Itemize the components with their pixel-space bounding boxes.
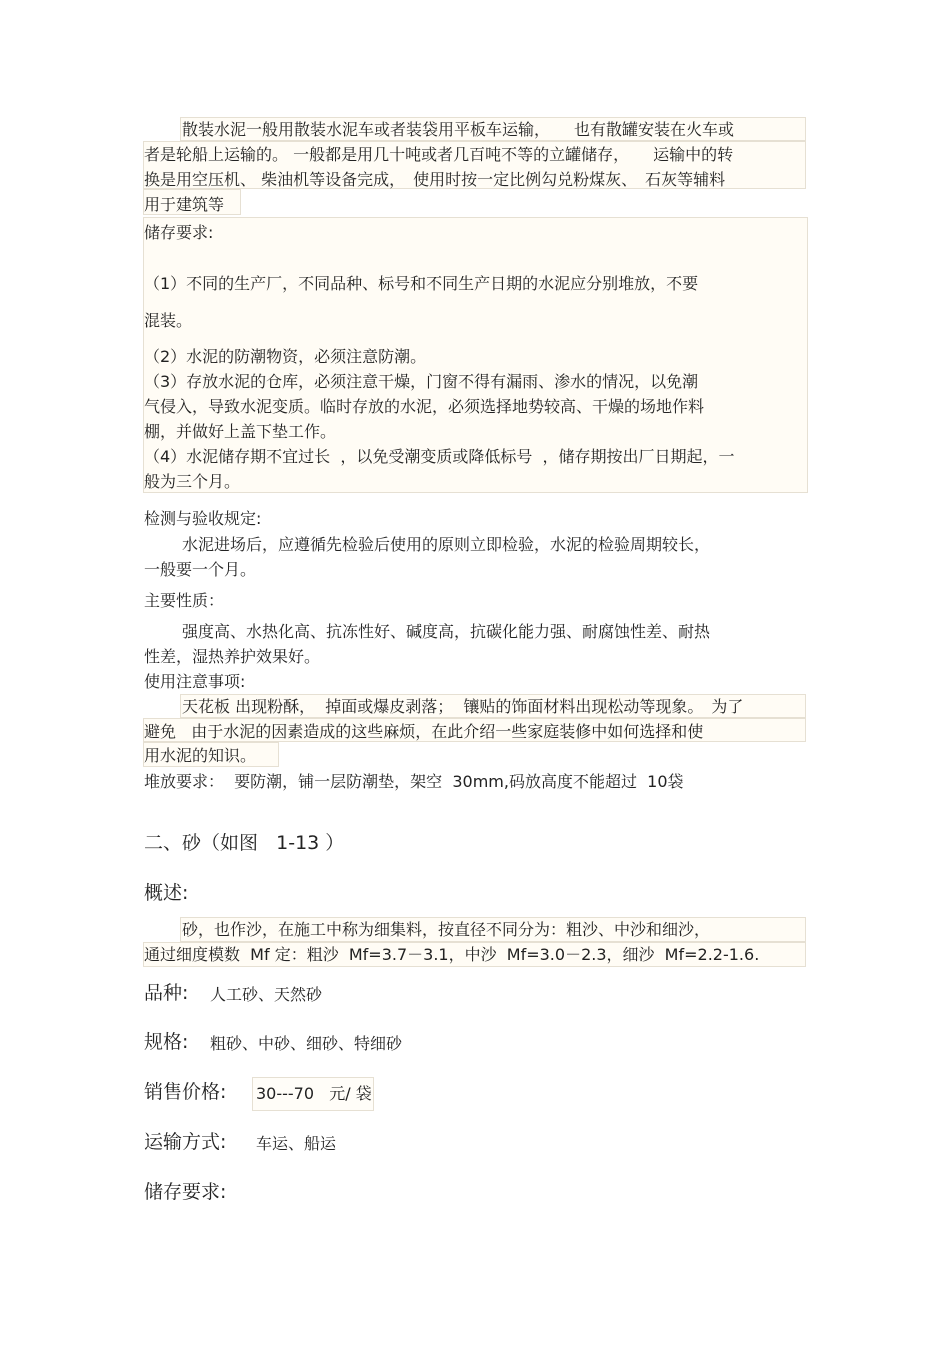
inspection-line-1: 水泥进场后，应遵循先检验后使用的原则立即检验，水泥的检验周期较长， xyxy=(182,535,711,554)
sand-spec-label: 规格: xyxy=(144,1031,189,1053)
inspection-title: 检测与验收规定: xyxy=(144,509,262,528)
properties-line-1: 强度高、水热化高、抗冻性好、碱度高，抗碳化能力强、耐腐蚀性差、耐热 xyxy=(182,622,711,641)
sand-heading: 二、砂（如图 1-13 ） xyxy=(144,832,345,854)
sand-spec-value: 粗砂、中砂、细砂、特细砂 xyxy=(210,1034,403,1053)
properties-title: 主要性质： xyxy=(144,591,225,610)
storage-item-3-cont: 气侵入，导致水泥变质。临时存放的水泥，必须选择地势较高、干燥的场地作料 xyxy=(144,397,705,416)
sand-price-value: 30---70 元/ 袋 xyxy=(256,1084,372,1103)
cement-intro-line-2: 者是轮船上运输的。 一般都是用几十吨或者几百吨不等的立罐储存， 运输中的转 xyxy=(144,145,734,164)
cement-intro-line-4: 用于建筑等 xyxy=(144,195,225,214)
sand-overview-line-2: 通过细度模数 Mf 定：粗沙 Mf=3.7－3.1，中沙 Mf=3.0－2.3，细沙 Mf=2.2-1.6. xyxy=(144,945,760,964)
properties-line-2: 性差，湿热养护效果好。 xyxy=(144,647,321,666)
notes-title: 使用注意事项: xyxy=(144,672,246,691)
storage-item-1: （1）不同的生产厂，不同品种、标号和不同生产日期的水泥应分别堆放，不要 xyxy=(144,274,699,293)
storage-item-3: （3）存放水泥的仓库，必须注意干燥，门窗不得有漏雨、渗水的情况，以免潮 xyxy=(144,372,699,391)
storage-item-4: （4）水泥储存期不宜过长 ，以免受潮变质或降低标号 ，储存期按出厂日期起，一 xyxy=(144,447,735,466)
inspection-line-2: 一般要一个月。 xyxy=(144,560,257,579)
notes-line-3: 用水泥的知识。 xyxy=(144,746,257,765)
sand-transport-label: 运输方式: xyxy=(144,1131,227,1153)
storage-item-2: （2）水泥的防潮物资，必须注意防潮。 xyxy=(144,347,427,366)
stacking-requirement: 堆放要求： 要防潮，铺一层防潮垫，架空 30mm,码放高度不能超过 10袋 xyxy=(144,772,684,791)
notes-line-1: 天花板 出现粉酥， 掉面或爆皮剥落； 镶贴的饰面材料出现松动等现象。 为了 xyxy=(182,697,744,716)
sand-variety-value: 人工砂、天然砂 xyxy=(210,985,323,1004)
sand-storage-title: 储存要求: xyxy=(144,1181,227,1203)
storage-title: 储存要求: xyxy=(144,223,214,242)
notes-line-2: 避免 由于水泥的因素造成的这些麻烦，在此介绍一些家庭装修中如何选择和使 xyxy=(144,722,704,741)
sand-transport-value: 车运、船运 xyxy=(256,1134,337,1153)
storage-item-4-cont: 般为三个月。 xyxy=(144,472,241,491)
sand-overview-title: 概述: xyxy=(144,882,189,904)
sand-price-label: 销售价格: xyxy=(144,1081,227,1103)
sand-overview-line-1: 砂，也作沙，在施工中称为细集料，按直径不同分为：粗沙、中沙和细沙， xyxy=(182,920,711,939)
storage-item-1-cont: 混装。 xyxy=(144,311,193,330)
cement-intro-line-1: 散装水泥一般用散装水泥车或者装袋用平板车运输， 也有散罐安装在火车或 xyxy=(182,120,735,139)
sand-variety-label: 品种: xyxy=(144,982,189,1004)
storage-item-3-cont-2: 棚，并做好上盖下垫工作。 xyxy=(144,422,337,441)
cement-intro-line-3: 换是用空压机、 柴油机等设备完成， 使用时按一定比例勾兑粉煤灰、 石灰等辅料 xyxy=(144,170,726,189)
